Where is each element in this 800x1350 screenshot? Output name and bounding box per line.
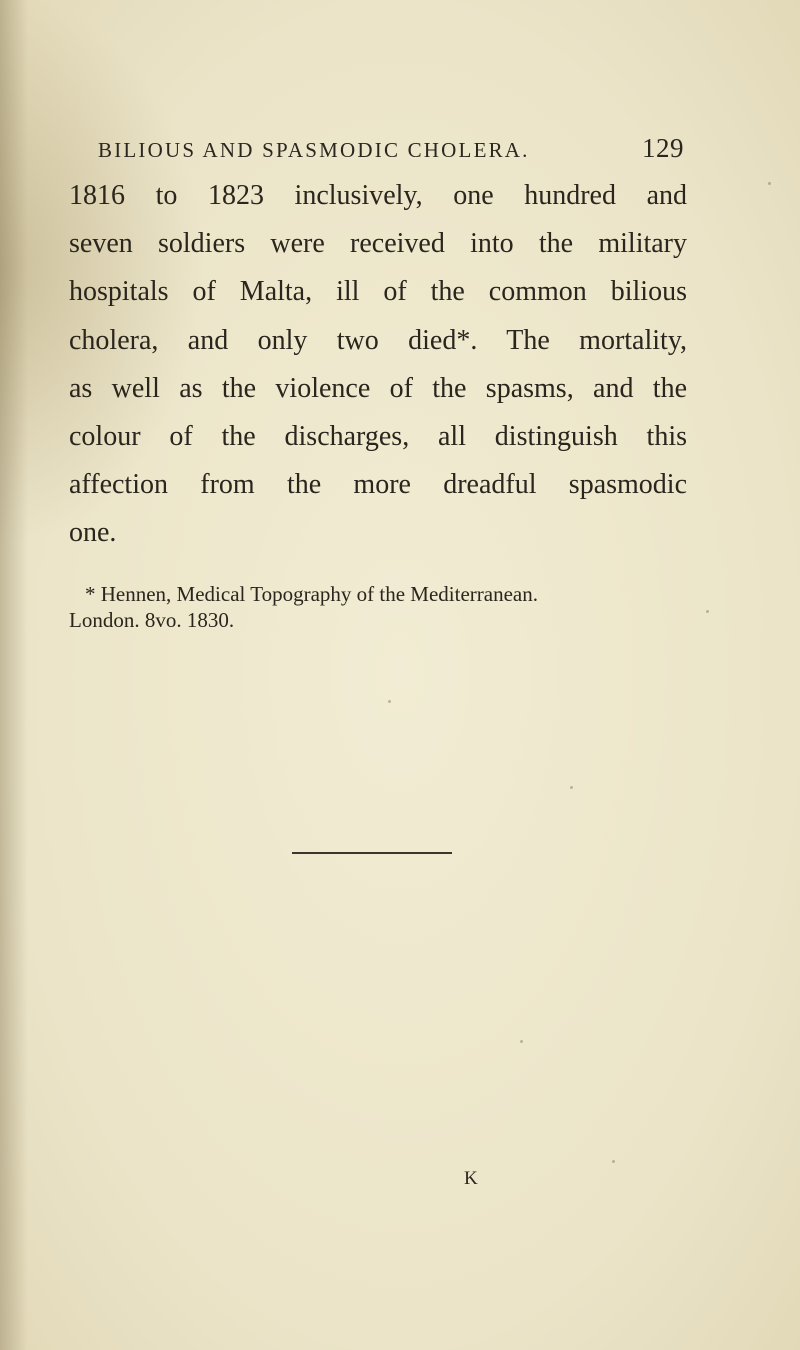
running-head-title: BILIOUS AND SPASMODIC CHOLERA. [98,138,530,162]
body-line: seven soldiers were received into the military [69,228,687,260]
paper-speck [388,700,391,703]
paper-speck [706,610,709,613]
body-line: as well as the violence of the spasms, and the [69,372,687,404]
footnote-line: London. 8vo. 1830. [69,608,235,632]
body-line: cholera, and only two died*. The mortality, [69,324,687,356]
body-line: one. [69,517,117,549]
paper-speck [612,1160,615,1163]
page-number: 129 [642,133,684,163]
signature-mark: K [464,1168,479,1189]
body-line: colour of the discharges, all distinguish this [69,420,687,452]
body-line: affection from the more dreadful spasmodic [69,469,687,501]
paper-speck [570,786,573,789]
running-head [98,133,684,168]
paper-speck [768,182,771,185]
body-paragraph [69,172,687,558]
end-rule [292,852,452,854]
body-line: 1816 to 1823 inclusively, one hundred and [69,180,687,211]
footnote-line: * Hennen, Medical Topography of the Mediterranean. [85,582,538,606]
paper-speck [520,1040,523,1043]
footnote [69,581,689,633]
body-line: hospitals of Malta, ill of the common bilious [69,276,687,308]
page-gutter-shadow [0,0,28,1350]
